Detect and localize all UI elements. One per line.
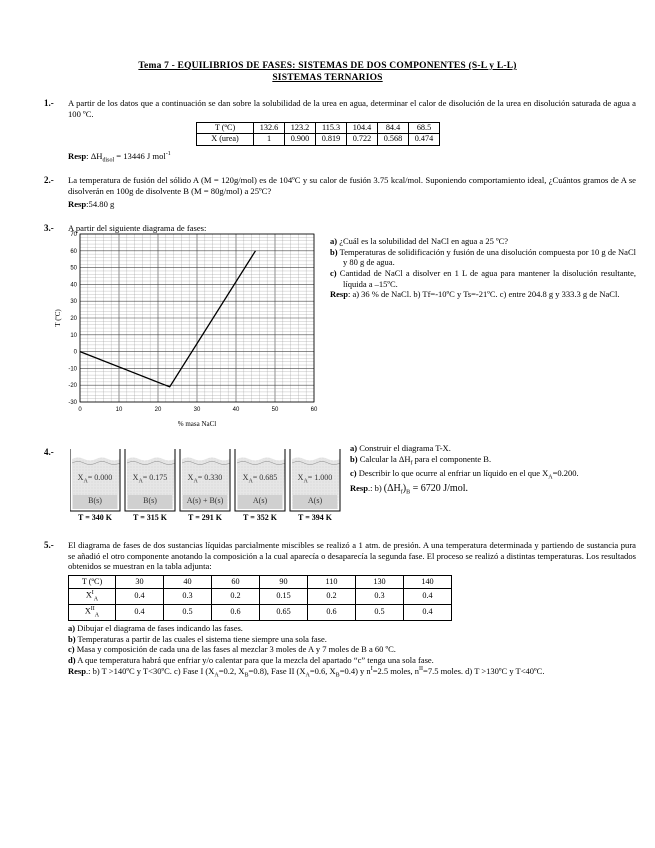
beaker-temperature-label: T = 352 K: [243, 513, 277, 522]
y-tick-label: -20: [68, 383, 77, 390]
x-tick-label: 10: [115, 407, 123, 413]
subscript: A: [548, 474, 553, 481]
question-text-tail: =0.200.: [552, 467, 579, 478]
subscript: B: [406, 489, 411, 496]
table-cell: 123.2: [285, 123, 316, 134]
y-tick-label: 10: [70, 332, 77, 339]
table-cell: 0.4: [404, 589, 452, 605]
problem-3-intro: A partir del siguiente diagrama de fases:: [68, 223, 207, 233]
row-label: X: [84, 606, 91, 616]
question-text: Construir el diagrama T-X.: [359, 443, 451, 453]
answer-label: Resp: [68, 151, 87, 161]
y-tick-label: 50: [70, 265, 77, 272]
answer-text: =2.5 moles, n: [372, 665, 420, 676]
superscript: I: [370, 665, 373, 672]
answer-text: =0.4) y n: [339, 665, 371, 676]
beaker-solid-label: A(s): [307, 496, 323, 505]
table-cell: 0.15: [260, 589, 308, 605]
document-title: Tema 7 - EQUILIBRIOS DE FASES: SISTEMAS DE DOS COMPONENTES (S-L y L-L): [138, 61, 517, 71]
superscript: II: [419, 665, 424, 672]
table-cell: 0.65: [260, 605, 308, 621]
y-tick-label: 20: [70, 316, 77, 322]
subscript: B: [335, 672, 340, 679]
subscript: A: [93, 595, 99, 602]
x-axis-ticks: [78, 407, 318, 413]
subscript: A: [94, 611, 100, 618]
x-axis-label: % masa NaCl: [177, 420, 217, 428]
problem-4-answer: [350, 483, 640, 497]
y-axis-label: T (ºC): [54, 309, 62, 327]
question-item: [68, 623, 638, 634]
table-cell: T (ºC): [197, 123, 254, 134]
answer-text: :54.80 g: [86, 199, 115, 209]
question-letter: b): [68, 633, 76, 644]
question-letter: a): [68, 623, 76, 633]
x-tick-label: 60: [310, 407, 318, 413]
row-label: X: [85, 590, 92, 600]
beaker-composition-label: $X_A= 0.175$: [132, 473, 168, 485]
question-text-tail: para el componente B.: [412, 453, 492, 464]
question-item: [330, 236, 636, 247]
subscript: A: [214, 672, 219, 679]
question-text: Masa y composición de cada una de las fases al mezclar 3 moles de A y 7 moles de B a 60 ºC.: [76, 644, 396, 655]
problem-2-number: 2.-: [44, 175, 54, 185]
table-cell: 0.819: [316, 134, 347, 145]
answer-text: : a) 36 % de NaCl. b) Tf=-10ºC y Ts=-21ºC. c) entre 204.8 g y 333.3 g de NaCl.: [347, 289, 620, 300]
question-letter: c): [68, 644, 75, 655]
question-text: Calcular la ΔH: [359, 453, 411, 464]
table-cell: 104.4: [347, 123, 378, 134]
table-cell: 68.5: [409, 123, 440, 134]
subscript: B: [244, 672, 249, 679]
y-tick-label: 0: [73, 349, 77, 356]
problem-5-text: El diagrama de fases de dos sustancias líquidas parcialmente miscibles se realizó a 1 atm. de presión. A una temperatura determinada y partiendo de sustancia pura se añadió el otro componente anotando la composición a la cual aparecía o desaparecía la segunda fase. El proceso se realizó a distintas temperaturas. Los resultados obtenidos se muestran en la tabla adjunta:: [68, 540, 636, 572]
beaker-composition-label: $X_A= 0.000$: [77, 473, 113, 485]
y-tick-label: -10: [68, 366, 77, 373]
beaker-temperature-label: T = 315 K: [133, 513, 167, 522]
table-cell: 40: [164, 576, 212, 589]
problem-1-text: A partir de los datos que a continuación se dan sobre la solubilidad de la urea en agua, determinar el calor de disolución de la urea en disolución saturada de agua a 100 ºC.: [68, 98, 636, 119]
table-cell: [69, 605, 116, 621]
subscript: f: [400, 489, 403, 496]
y-tick-label: 60: [70, 248, 77, 255]
problem-4-questions: [350, 443, 640, 497]
subscript: f: [410, 460, 413, 467]
beaker-solid-label: B(s): [88, 496, 102, 505]
question-text: A que temperatura habrá que enfriar y/o calentar para que la mezcla del apartado “c” tenga una sola fase.: [77, 654, 434, 665]
y-axis-ticks: [68, 232, 77, 406]
table-row: [69, 576, 452, 589]
table-cell: [69, 589, 116, 605]
table-row: [69, 605, 452, 621]
table-cell: 0.5: [164, 605, 212, 621]
table-cell: X (urea): [197, 134, 254, 145]
problem-3-number: 3.-: [44, 223, 54, 233]
answer-text: =0.2, X: [218, 665, 245, 676]
document-subtitle: SISTEMAS TERNARIOS: [272, 73, 383, 83]
question-item: [330, 247, 636, 268]
beaker-temperature-label: T = 340 K: [78, 513, 112, 522]
question-letter: a): [330, 236, 338, 246]
table-cell: 0.4: [116, 605, 164, 621]
beaker-solid-label: A(s) + B(s): [186, 496, 224, 505]
question-text: ¿Cuál es la solubilidad del NaCl en agua a 25 ºC?: [339, 236, 509, 246]
beaker-composition-label: $X_A= 0.685$: [242, 473, 278, 485]
x-tick-label: 20: [154, 407, 162, 413]
beaker-composition-label: $X_A= 1.000$: [297, 473, 333, 485]
answer-superscript: -1: [165, 151, 171, 158]
table-cell: 115.3: [316, 123, 347, 134]
superscript: I: [91, 589, 94, 596]
table-cell: 90: [260, 576, 308, 589]
table-cell: 0.4: [404, 605, 452, 621]
miscibility-table: [68, 575, 452, 621]
table-cell: 0.722: [347, 134, 378, 145]
question-item: [330, 268, 636, 289]
x-tick-label: 30: [193, 407, 201, 413]
question-text: Temperaturas de solidificación y fusión de una disolución compuesta por 10 g de NaCl y 80 g de agua.: [339, 246, 636, 268]
table-cell: 0.2: [212, 589, 260, 605]
table-cell: 30: [116, 576, 164, 589]
table-cell: 140: [404, 576, 452, 589]
table-row: [69, 589, 452, 605]
answer-formula-close: ): [402, 483, 407, 494]
x-tick-label: 0: [78, 407, 82, 413]
answer-text: =0.8), Fase II (X: [248, 665, 306, 676]
table-cell: 0.6: [212, 605, 260, 621]
table-cell: 0.4: [116, 589, 164, 605]
problem-1-number: 1.-: [44, 98, 54, 108]
table-cell: 1: [254, 134, 285, 145]
table-row: [197, 134, 440, 145]
table-row: [197, 123, 440, 134]
urea-solubility-table: [196, 122, 440, 146]
table-cell: 0.474: [409, 134, 440, 145]
problem-3-answer: [330, 289, 636, 300]
y-tick-label: 70: [70, 232, 77, 238]
beaker-temperature-label: T = 291 K: [188, 513, 222, 522]
question-item: [68, 634, 638, 645]
table-cell: 0.5: [356, 605, 404, 621]
question-text: Describir lo que ocurre al enfriar un líquido en el que X: [358, 467, 549, 478]
nacl-phase-diagram: [52, 228, 330, 434]
problem-5-number: 5.-: [44, 540, 54, 550]
problem-2-answer: [68, 199, 114, 210]
table-cell: 0.2: [308, 589, 356, 605]
question-letter: b): [350, 453, 358, 464]
question-letter: b): [330, 246, 338, 257]
table-cell: 110: [308, 576, 356, 589]
answer-text: .: b): [367, 483, 384, 493]
answer-value: = 13446 J mol: [114, 151, 166, 161]
y-tick-label: -30: [68, 400, 77, 406]
x-tick-label: 50: [271, 407, 279, 413]
y-tick-label: 40: [70, 282, 77, 289]
beaker-solid-label: B(s): [143, 496, 157, 505]
y-tick-label: 30: [70, 299, 77, 306]
question-item: [350, 468, 640, 482]
question-item: [68, 644, 638, 655]
table-cell: 60: [212, 576, 260, 589]
question-item: [350, 443, 640, 454]
beaker-row: [70, 445, 342, 525]
question-letter: c): [330, 267, 337, 278]
question-item: [68, 655, 638, 666]
answer-value: = 6720 J/mol.: [410, 483, 468, 494]
question-item: [350, 454, 640, 468]
answer-formula: (ΔH: [383, 483, 401, 494]
problem-2-text: La temperatura de fusión del sólido A (M = 120g/mol) es de 104ºC y su calor de fusión 3.75 kcal/mol. Suponiendo comportamiento ideal, ¿Cuántos gramos de A se disolverán en 100g de disolvente B (M = 80g/mol) a 25ºC?: [68, 175, 636, 196]
problem-1-answer: [68, 151, 171, 165]
table-cell: 132.6: [254, 123, 285, 134]
table-cell: 130: [356, 576, 404, 589]
question-letter: d): [68, 654, 76, 665]
question-letter: a): [350, 443, 358, 453]
answer-label: Resp: [68, 199, 87, 209]
answer-label: Resp: [68, 665, 86, 676]
answer-text: : ΔH: [86, 151, 103, 161]
table-cell: 0.3: [356, 589, 404, 605]
liquidus-line: [80, 251, 256, 387]
answer-text: .: b) T >140ºC y T<30ºC. c) Fase I (X: [85, 665, 215, 676]
problem-5-questions: [68, 623, 638, 680]
problem-3-questions: [330, 236, 636, 300]
superscript: II: [90, 605, 95, 612]
chart-grid: [80, 234, 314, 402]
subscript: A: [305, 672, 310, 679]
answer-text: =7.5 moles. d) T >130ºC y T<40ºC.: [423, 665, 545, 676]
answer-label: Resp: [330, 289, 348, 300]
beaker-temperature-label: T = 394 K: [298, 513, 332, 522]
beaker-solid-label: A(s): [252, 496, 268, 505]
table-cell: 0.900: [285, 134, 316, 145]
answer-label: Resp: [350, 483, 368, 493]
table-cell: T (ºC): [69, 576, 116, 589]
question-text: Temperaturas a partir de las cuales el sistema tiene siempre una sola fase.: [77, 633, 327, 644]
answer-subscript: disol: [102, 157, 115, 164]
table-cell: 84.4: [378, 123, 409, 134]
question-letter: c): [350, 467, 357, 478]
problem-4-number: 4.-: [44, 447, 54, 457]
answer-text: =0.6, X: [309, 665, 336, 676]
table-cell: 0.568: [378, 134, 409, 145]
problem-5-answer: [68, 666, 638, 680]
x-tick-label: 40: [232, 407, 240, 413]
question-text: Dibujar el diagrama de fases indicando las fases.: [77, 623, 243, 633]
table-cell: 0.6: [308, 605, 356, 621]
question-text: Cantidad de NaCl a disolver en 1 L de agua para mantener la disolución resultante, líquida a –15ºC.: [339, 267, 637, 289]
table-cell: 0.3: [164, 589, 212, 605]
beaker-composition-label: $X_A= 0.330$: [187, 473, 223, 485]
